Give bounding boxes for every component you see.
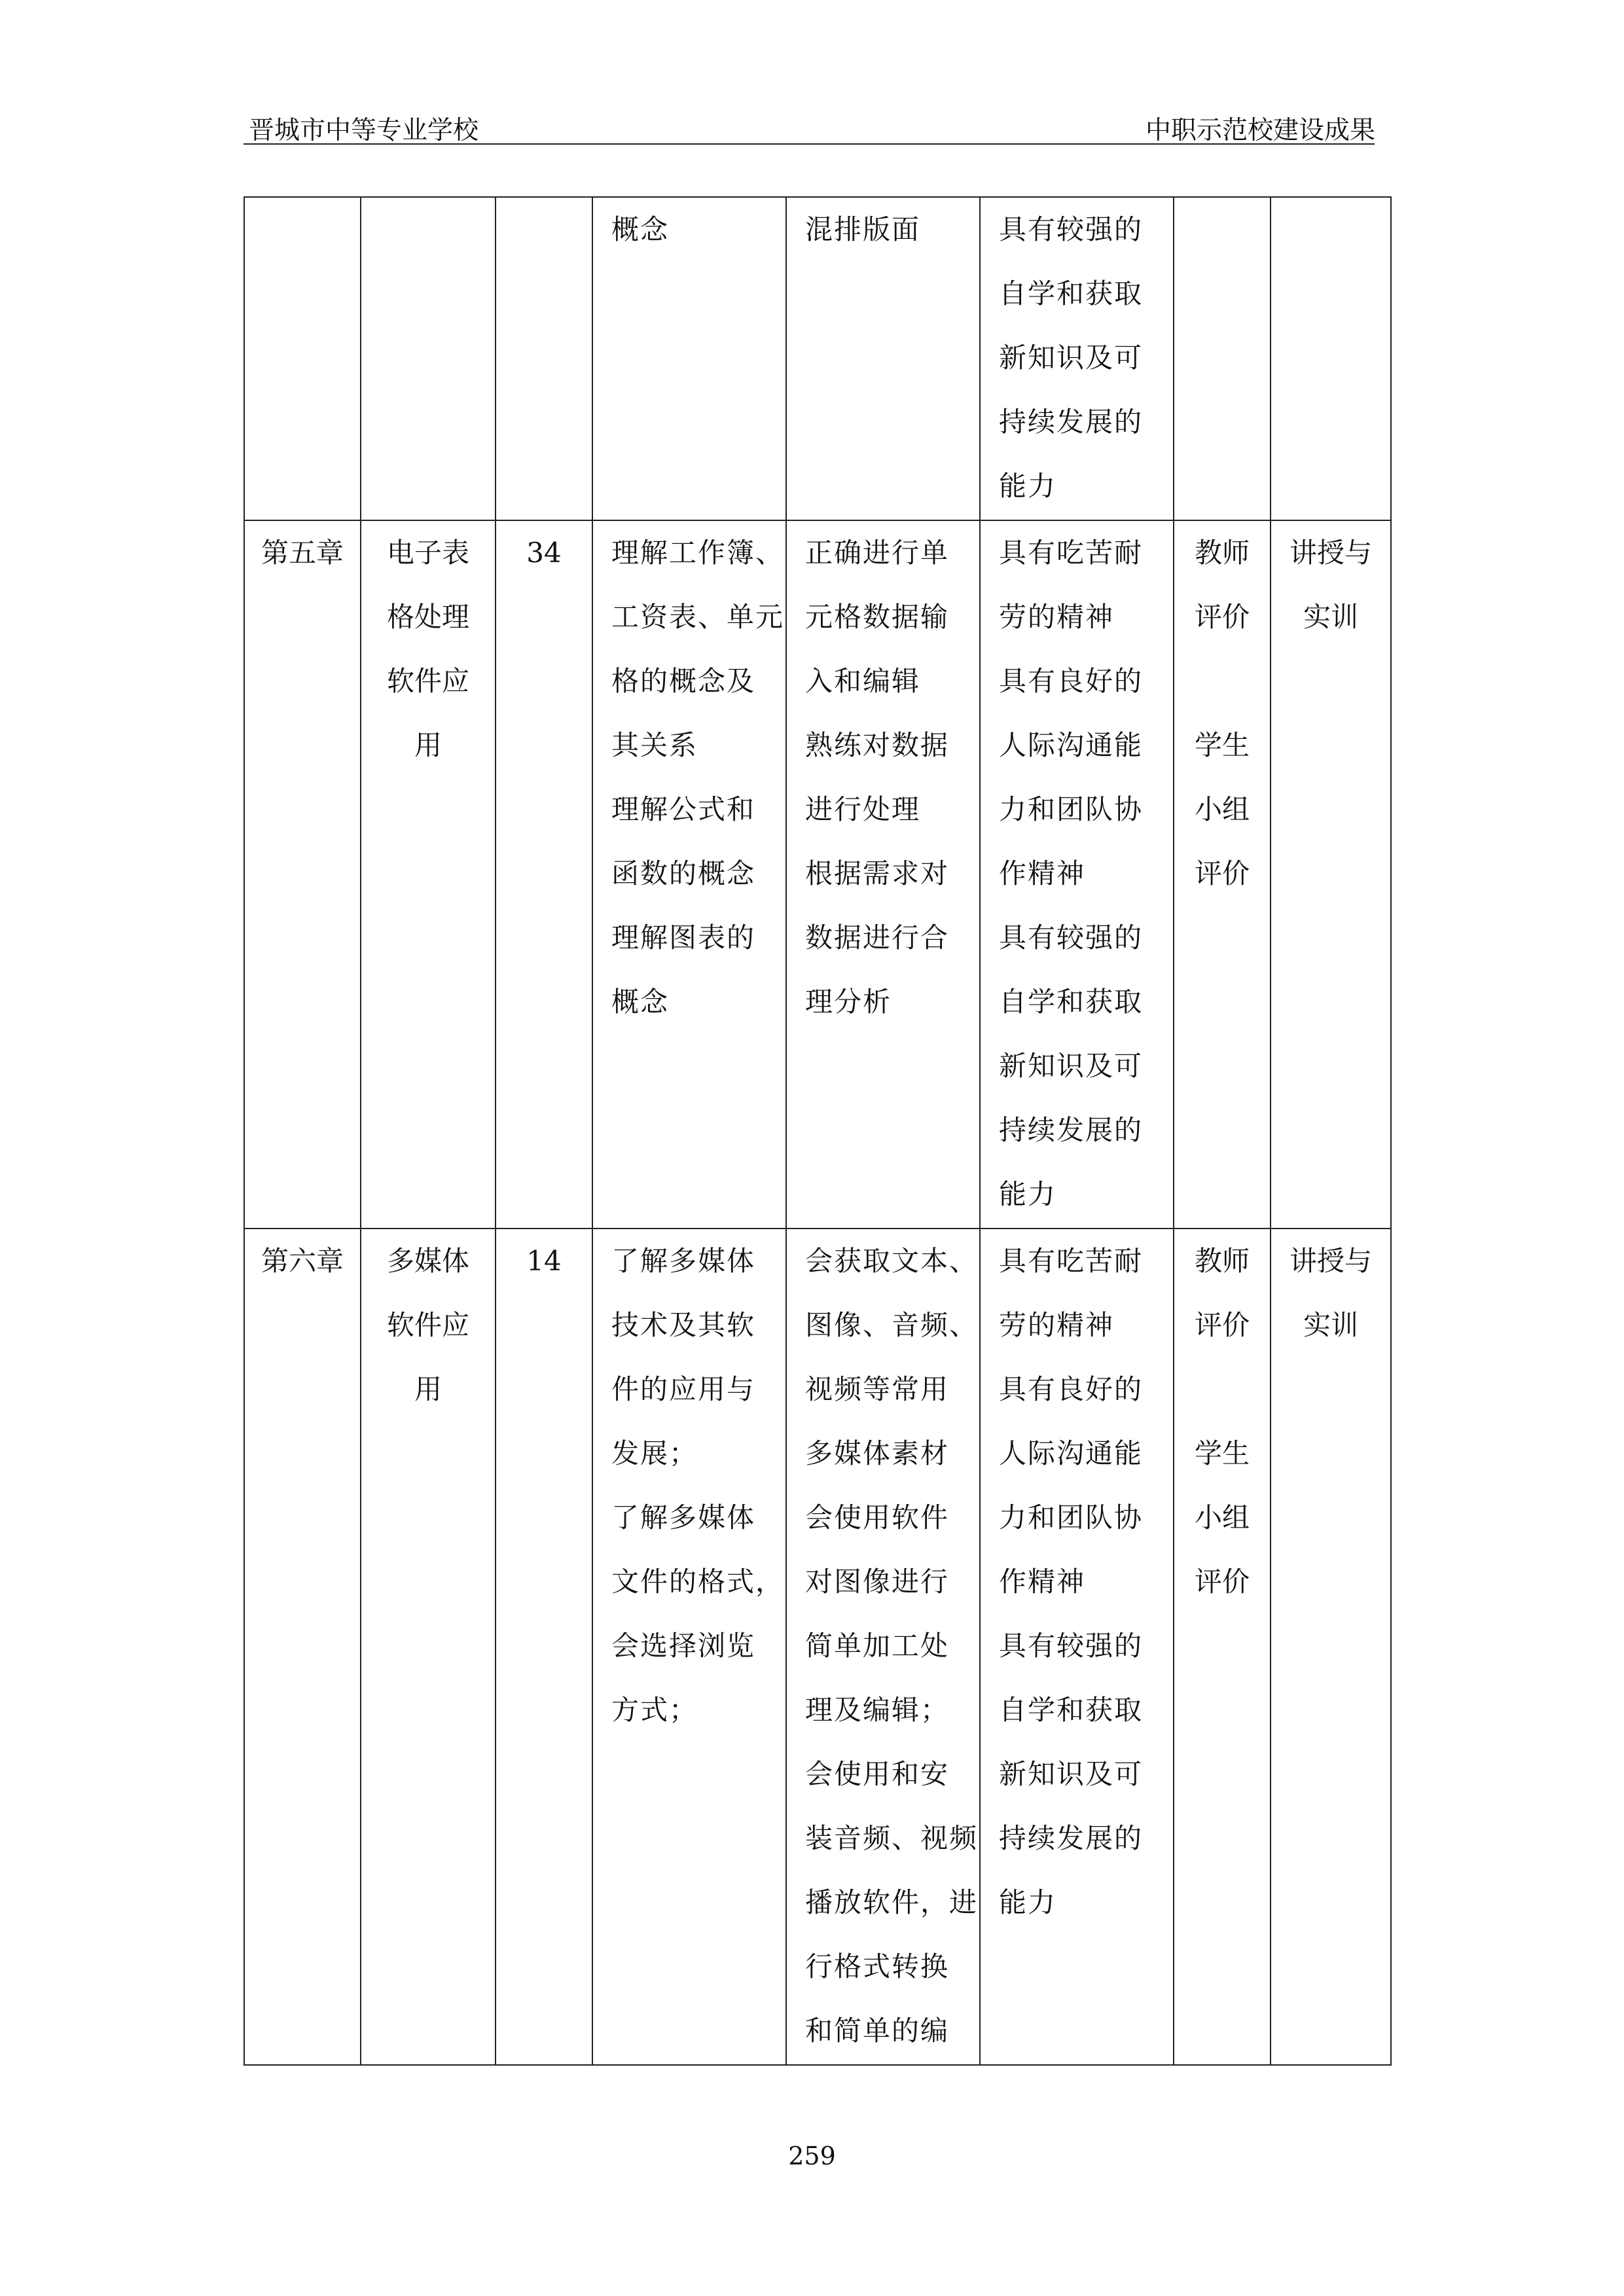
unit-name-line: 用 — [414, 1373, 442, 1405]
evaluation-line: 学生 — [1194, 1437, 1250, 1469]
quality-line: 具有吃苦耐 — [999, 537, 1144, 569]
teaching-method-cell — [1271, 197, 1391, 520]
quality-line: 自学和获取 — [999, 1694, 1144, 1726]
quality-line: 持续发展的 — [999, 1114, 1144, 1146]
skill-line: 播放软件，进 — [805, 1886, 979, 1918]
knowledge-line: 格的概念及 — [611, 665, 756, 697]
quality-cell — [980, 520, 1174, 1229]
knowledge-lines — [593, 521, 785, 1034]
evaluation-spacer — [1174, 1357, 1270, 1422]
evaluation-line: 小组 — [1194, 1501, 1250, 1534]
skill-line: 正确进行单 — [805, 537, 950, 569]
skill-line: 入和编辑 — [805, 665, 921, 697]
quality-line: 新知识及可 — [999, 1758, 1144, 1790]
chapter-cell — [244, 1229, 361, 2065]
unit-name-line: 格处理 — [386, 601, 469, 633]
evaluation-spacer — [1174, 649, 1270, 713]
page-number: 259 — [788, 2142, 836, 2170]
quality-line: 自学和获取 — [999, 986, 1144, 1018]
quality-line: 具有较强的 — [999, 213, 1144, 245]
skill-line: 根据需求对 — [805, 857, 950, 889]
knowledge-line: 函数的概念 — [611, 857, 756, 889]
header-school-name: 晋城市中等专业学校 — [249, 116, 479, 145]
skill-line: 装音频、视频 — [805, 1822, 979, 1854]
quality-line: 作精神 — [999, 857, 1086, 889]
teaching-method-cell — [1271, 1229, 1391, 2065]
hours-value: 14 — [526, 1245, 562, 1277]
skill-line: 图像、音频、 — [805, 1309, 979, 1341]
quality-line: 新知识及可 — [999, 1050, 1144, 1082]
skill-lines — [787, 1229, 979, 2063]
quality-line: 劳的精神 — [999, 1309, 1115, 1341]
knowledge-line: 发展； — [611, 1437, 698, 1469]
evaluation-cell — [1174, 520, 1271, 1229]
knowledge-line: 概念 — [611, 986, 670, 1018]
quality-cell — [980, 197, 1174, 520]
skill-line: 简单加工处 — [805, 1630, 950, 1662]
quality-line: 持续发展的 — [999, 406, 1144, 438]
quality-line: 能力 — [999, 1178, 1057, 1210]
teaching-method-cell — [1271, 520, 1391, 1229]
evaluation-line: 评价 — [1194, 1566, 1250, 1598]
knowledge-line: 理解公式和 — [611, 793, 756, 825]
quality-line: 人际沟通能 — [999, 1437, 1144, 1469]
hours-cell — [496, 1229, 592, 2065]
skill-line: 对图像进行 — [805, 1566, 950, 1598]
evaluation-line: 教师 — [1194, 537, 1250, 569]
unit-name-line: 软件应 — [386, 665, 469, 697]
quality-line: 劳的精神 — [999, 601, 1115, 633]
teaching-method-line: 实训 — [1303, 601, 1358, 633]
skill-line: 会使用软件 — [805, 1501, 950, 1534]
table-row — [244, 197, 1391, 520]
chapter-cell — [244, 520, 361, 1229]
quality-line: 力和团队协 — [999, 793, 1144, 825]
skill-line: 元格数据输 — [805, 601, 950, 633]
skill-line: 进行处理 — [805, 793, 921, 825]
skill-line: 会使用和安 — [805, 1758, 950, 1790]
skill-cell — [786, 1229, 980, 2065]
unit-name-cell — [361, 520, 496, 1229]
evaluation-line: 评价 — [1194, 857, 1250, 889]
skill-line: 会获取文本、 — [805, 1245, 979, 1277]
teaching-method-line: 实训 — [1303, 1309, 1358, 1341]
evaluation-line: 教师 — [1194, 1245, 1250, 1277]
skill-cell — [786, 197, 980, 520]
unit-name-cell — [361, 197, 496, 520]
knowledge-cell — [592, 520, 786, 1229]
quality-line: 人际沟通能 — [999, 729, 1144, 761]
unit-name-line: 电子表 — [386, 537, 469, 569]
evaluation-cell — [1174, 1229, 1271, 2065]
table-row — [244, 1229, 1391, 2065]
quality-lines — [981, 521, 1173, 1227]
curriculum-table — [244, 196, 1392, 2066]
knowledge-line: 了解多媒体 — [611, 1245, 756, 1277]
knowledge-lines — [593, 198, 785, 262]
hours-cell — [496, 520, 592, 1229]
knowledge-line: 概念 — [611, 213, 670, 245]
unit-name-line: 用 — [414, 729, 442, 761]
chapter-label: 第六章 — [261, 1245, 344, 1277]
knowledge-line: 技术及其软 — [611, 1309, 756, 1341]
skill-lines — [787, 521, 979, 1034]
unit-name-line: 软件应 — [386, 1309, 469, 1341]
quality-line: 作精神 — [999, 1566, 1086, 1598]
knowledge-line: 文件的格式， — [611, 1566, 785, 1598]
knowledge-line: 理解工作簿、 — [611, 537, 785, 569]
knowledge-line: 其关系 — [611, 729, 698, 761]
teaching-method-line: 讲授与 — [1289, 537, 1372, 569]
quality-lines — [981, 1229, 1173, 1935]
evaluation-cell — [1174, 197, 1271, 520]
quality-line: 自学和获取 — [999, 278, 1144, 310]
skill-line: 理及编辑； — [805, 1694, 950, 1726]
quality-line: 具有良好的 — [999, 1373, 1144, 1405]
skill-line: 多媒体素材 — [805, 1437, 950, 1469]
unit-name-cell — [361, 1229, 496, 2065]
skill-line: 行格式转换 — [805, 1950, 950, 1982]
unit-name-line: 多媒体 — [386, 1245, 469, 1277]
knowledge-line: 工资表、单元 — [611, 601, 785, 633]
knowledge-line: 会选择浏览 — [611, 1630, 756, 1662]
evaluation-line: 学生 — [1194, 729, 1250, 761]
quality-line: 持续发展的 — [999, 1822, 1144, 1854]
knowledge-line: 了解多媒体 — [611, 1501, 756, 1534]
skill-line: 理分析 — [805, 986, 892, 1018]
quality-line: 具有良好的 — [999, 665, 1144, 697]
knowledge-cell — [592, 1229, 786, 2065]
table-row — [244, 520, 1391, 1229]
skill-line: 和简单的编 — [805, 2015, 950, 2047]
chapter-cell — [244, 197, 361, 520]
knowledge-line: 件的应用与 — [611, 1373, 756, 1405]
header-document-title: 中职示范校建设成果 — [1145, 116, 1375, 145]
evaluation-line: 小组 — [1194, 793, 1250, 825]
header-divider — [244, 143, 1375, 145]
quality-cell — [980, 1229, 1174, 2065]
knowledge-line: 理解图表的 — [611, 922, 756, 954]
skill-cell — [786, 520, 980, 1229]
skill-line: 数据进行合 — [805, 922, 950, 954]
chapter-label: 第五章 — [261, 537, 344, 569]
knowledge-cell — [592, 197, 786, 520]
quality-line: 具有较强的 — [999, 1630, 1144, 1662]
skill-line: 熟练对数据 — [805, 729, 950, 761]
quality-line: 具有吃苦耐 — [999, 1245, 1144, 1277]
teaching-method-line: 讲授与 — [1289, 1245, 1372, 1277]
skill-line: 混排版面 — [805, 213, 921, 245]
knowledge-line: 方式； — [611, 1694, 698, 1726]
hours-value: 34 — [526, 537, 562, 569]
quality-line: 能力 — [999, 1886, 1057, 1918]
quality-line: 新知识及可 — [999, 342, 1144, 374]
quality-line: 具有较强的 — [999, 922, 1144, 954]
skill-lines — [787, 198, 979, 262]
quality-line: 能力 — [999, 470, 1057, 502]
knowledge-lines — [593, 1229, 785, 1742]
skill-line: 视频等常用 — [805, 1373, 950, 1405]
quality-lines — [981, 198, 1173, 518]
evaluation-line: 评价 — [1194, 601, 1250, 633]
hours-cell — [496, 197, 592, 520]
evaluation-line: 评价 — [1194, 1309, 1250, 1341]
quality-line: 力和团队协 — [999, 1501, 1144, 1534]
table-body — [244, 197, 1391, 2065]
